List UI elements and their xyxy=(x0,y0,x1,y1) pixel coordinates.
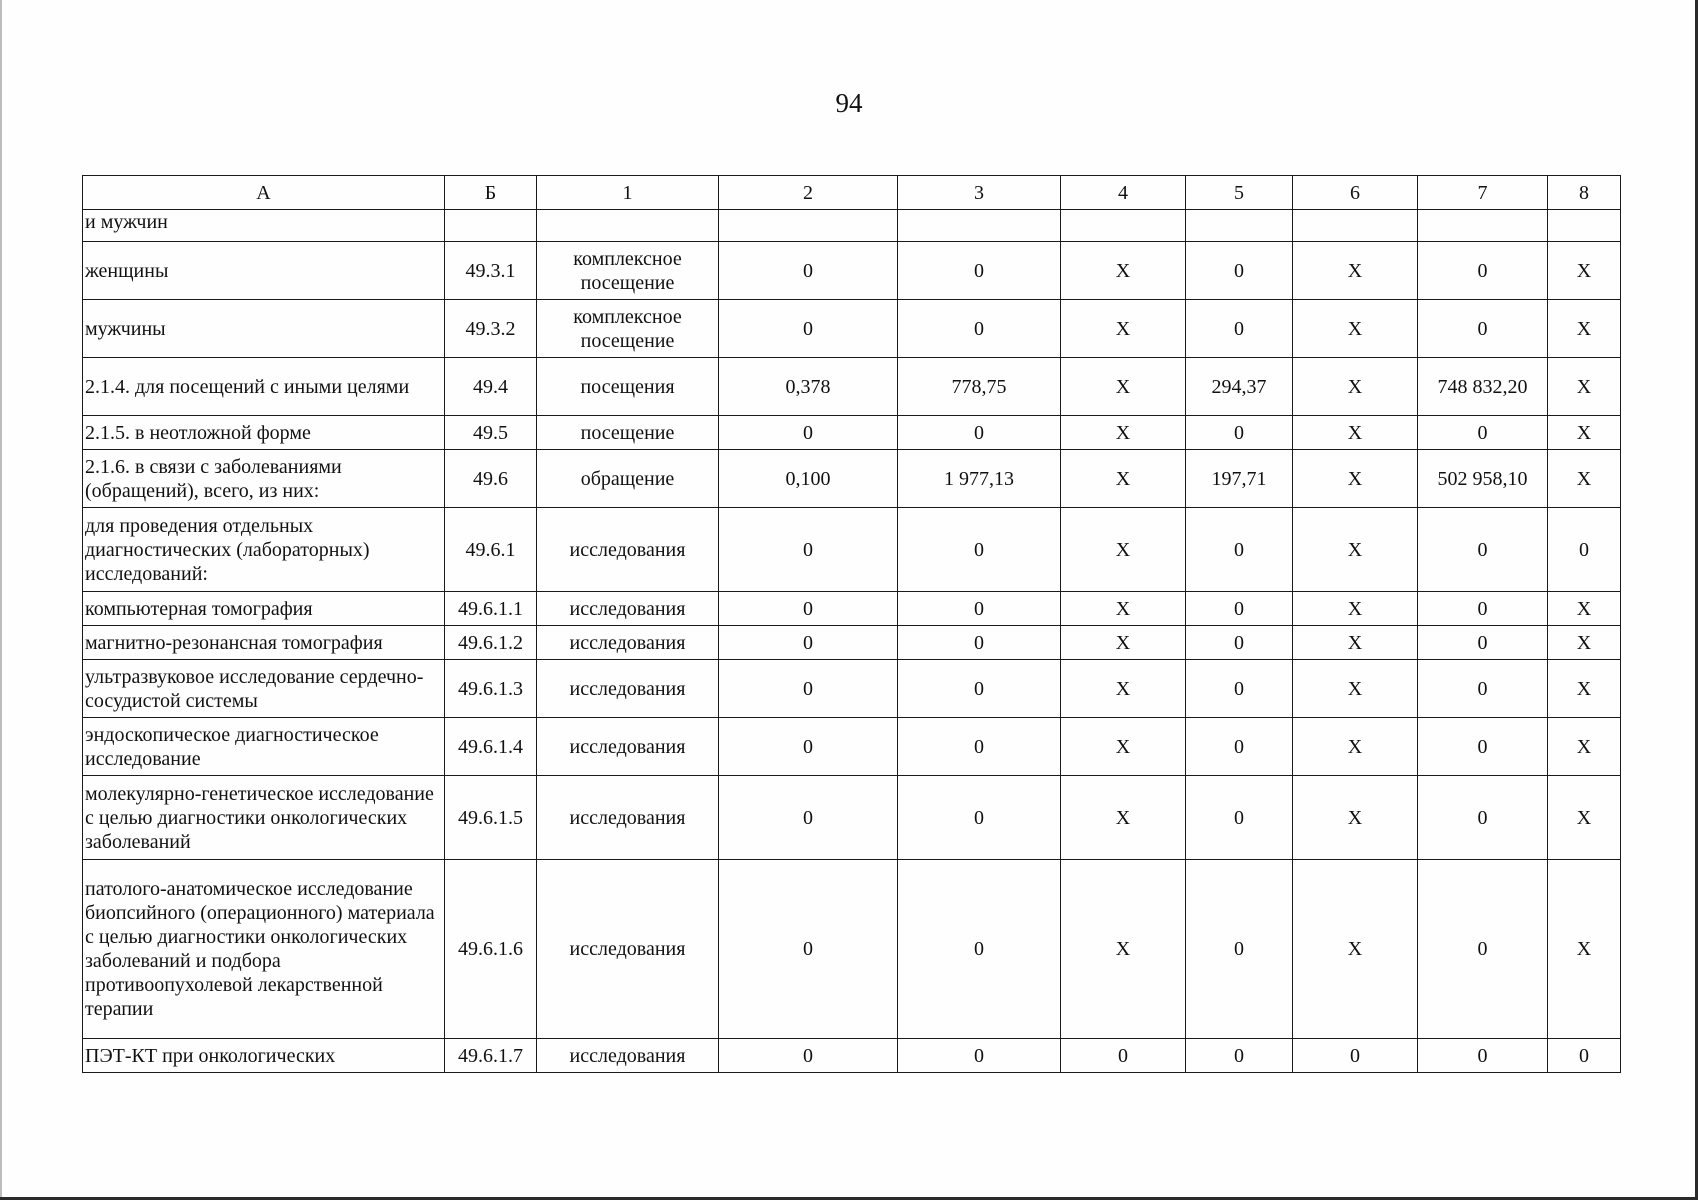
table-cell xyxy=(898,210,1061,242)
row-label: ультразвуковое исследование сердечно-сосудистой системы xyxy=(83,660,445,718)
table-cell: 0 xyxy=(1418,660,1548,718)
table-cell: 0 xyxy=(898,300,1061,358)
table-cell: 0 xyxy=(719,1039,898,1073)
table-cell: X xyxy=(1293,450,1418,508)
row-code: 49.5 xyxy=(445,416,537,450)
table-cell: X xyxy=(1061,776,1186,860)
table-cell: X xyxy=(1293,508,1418,592)
table-cell: 0 xyxy=(1186,242,1293,300)
table-cell: 0 xyxy=(1186,416,1293,450)
table-row xyxy=(83,626,1621,660)
table-cell: 0 xyxy=(898,860,1061,1039)
table-cell: 0 xyxy=(898,660,1061,718)
table-cell: X xyxy=(1548,776,1621,860)
table-cell: 0 xyxy=(898,242,1061,300)
table-cell xyxy=(1548,210,1621,242)
row-label: ПЭТ-КТ при онкологических xyxy=(83,1039,445,1073)
table-cell: 0 xyxy=(719,508,898,592)
table-cell: X xyxy=(1293,626,1418,660)
table-cell: 0,100 xyxy=(719,450,898,508)
row-unit: исследования xyxy=(537,1039,719,1073)
table-cell: 0 xyxy=(1186,1039,1293,1073)
table-cell: X xyxy=(1293,242,1418,300)
table-cell: X xyxy=(1061,300,1186,358)
table-cell: X xyxy=(1293,416,1418,450)
table-cell: X xyxy=(1548,358,1621,416)
row-unit xyxy=(537,210,719,242)
table-cell: X xyxy=(1293,300,1418,358)
table-row xyxy=(83,242,1621,300)
table-cell: 0 xyxy=(1186,718,1293,776)
table-cell: 778,75 xyxy=(898,358,1061,416)
row-unit: посещения xyxy=(537,358,719,416)
table-cell: 0 xyxy=(1186,776,1293,860)
table-cell: X xyxy=(1293,776,1418,860)
header-cell: А xyxy=(83,176,445,210)
table-cell xyxy=(1186,210,1293,242)
row-label: молекулярно-генетическое исследование с целью диагностики онкологических заболеваний xyxy=(83,776,445,860)
table-cell: 0 xyxy=(898,508,1061,592)
table-cell xyxy=(1418,210,1548,242)
table-cell: 0 xyxy=(1418,1039,1548,1073)
table-cell: 0 xyxy=(1548,508,1621,592)
row-code: 49.6 xyxy=(445,450,537,508)
row-code: 49.3.2 xyxy=(445,300,537,358)
table-cell: 1 977,13 xyxy=(898,450,1061,508)
table-cell: 0 xyxy=(1186,592,1293,626)
row-label: для проведения отдельных диагностических (лабораторных) исследований: xyxy=(83,508,445,592)
table-cell: 0,378 xyxy=(719,358,898,416)
table-cell: 0 xyxy=(719,300,898,358)
table-cell: 502 958,10 xyxy=(1418,450,1548,508)
table-cell: 0 xyxy=(1418,300,1548,358)
row-label: 2.1.5. в неотложной форме xyxy=(83,416,445,450)
table-cell: 0 xyxy=(1418,242,1548,300)
header-cell: 3 xyxy=(898,176,1061,210)
table-cell: 0 xyxy=(719,718,898,776)
table-cell: X xyxy=(1548,416,1621,450)
scan-edge-left xyxy=(0,0,2,1200)
row-code: 49.6.1 xyxy=(445,508,537,592)
table-cell: X xyxy=(1061,592,1186,626)
header-cell: 8 xyxy=(1548,176,1621,210)
table-cell: X xyxy=(1548,860,1621,1039)
row-unit: исследования xyxy=(537,626,719,660)
table-cell: 0 xyxy=(1186,508,1293,592)
row-label: и мужчин xyxy=(83,210,445,242)
table-row xyxy=(83,1039,1621,1073)
table-cell: 0 xyxy=(719,626,898,660)
header-cell: 7 xyxy=(1418,176,1548,210)
table-cell: X xyxy=(1548,242,1621,300)
row-label: компьютерная томография xyxy=(83,592,445,626)
table-cell: X xyxy=(1548,450,1621,508)
row-code: 49.6.1.2 xyxy=(445,626,537,660)
table-cell: X xyxy=(1061,626,1186,660)
table-cell: 0 xyxy=(719,592,898,626)
row-unit: исследования xyxy=(537,776,719,860)
table-cell: X xyxy=(1293,592,1418,626)
table-cell: 0 xyxy=(719,776,898,860)
row-unit: исследования xyxy=(537,592,719,626)
row-label: 2.1.4. для посещений с иными целями xyxy=(83,358,445,416)
table-cell: X xyxy=(1061,718,1186,776)
table-cell: X xyxy=(1548,626,1621,660)
table-cell: 0 xyxy=(1186,660,1293,718)
table-cell: X xyxy=(1548,592,1621,626)
row-code: 49.6.1.4 xyxy=(445,718,537,776)
table-cell: 0 xyxy=(719,860,898,1039)
table-cell: 0 xyxy=(898,718,1061,776)
table-header-row xyxy=(83,176,1621,210)
row-code: 49.4 xyxy=(445,358,537,416)
row-label: патолого-анатомическое исследование биопсийного (операционного) материала с целью диагностики онкологических заболеваний и подбора противоопухолевой лекарственной терапии xyxy=(83,860,445,1039)
row-code: 49.6.1.6 xyxy=(445,860,537,1039)
table-cell: X xyxy=(1293,718,1418,776)
row-code: 49.6.1.1 xyxy=(445,592,537,626)
header-cell: 2 xyxy=(719,176,898,210)
row-label: мужчины xyxy=(83,300,445,358)
table-row xyxy=(83,210,1621,242)
table-cell: X xyxy=(1061,508,1186,592)
table-cell: X xyxy=(1548,718,1621,776)
page-number: 94 xyxy=(835,88,863,118)
table-cell xyxy=(1293,210,1418,242)
table-row xyxy=(83,860,1621,1039)
row-unit: исследования xyxy=(537,860,719,1039)
row-unit: комплексное посещение xyxy=(537,300,719,358)
table-cell: 0 xyxy=(719,416,898,450)
table-cell: X xyxy=(1293,358,1418,416)
row-unit: комплексное посещение xyxy=(537,242,719,300)
table-cell: 0 xyxy=(898,1039,1061,1073)
row-label: женщины xyxy=(83,242,445,300)
table-cell: X xyxy=(1061,358,1186,416)
table-cell: X xyxy=(1548,300,1621,358)
table-cell: X xyxy=(1293,660,1418,718)
table-cell: 0 xyxy=(1418,776,1548,860)
table-cell: 294,37 xyxy=(1186,358,1293,416)
row-unit: посещение xyxy=(537,416,719,450)
table-cell: 0 xyxy=(1293,1039,1418,1073)
row-code: 49.6.1.3 xyxy=(445,660,537,718)
row-label: 2.1.6. в связи с заболеваниями (обращений), всего, из них: xyxy=(83,450,445,508)
row-unit: обращение xyxy=(537,450,719,508)
table-cell: 748 832,20 xyxy=(1418,358,1548,416)
table-cell: X xyxy=(1061,242,1186,300)
row-code: 49.6.1.7 xyxy=(445,1039,537,1073)
table-cell: 0 xyxy=(1186,626,1293,660)
row-code: 49.6.1.5 xyxy=(445,776,537,860)
table-cell: 0 xyxy=(1418,592,1548,626)
header-cell: 1 xyxy=(537,176,719,210)
table-cell: 0 xyxy=(898,776,1061,860)
table-row xyxy=(83,450,1621,508)
table-row xyxy=(83,592,1621,626)
table-row xyxy=(83,300,1621,358)
row-unit: исследования xyxy=(537,660,719,718)
table-row xyxy=(83,776,1621,860)
table-cell xyxy=(1061,210,1186,242)
table-row xyxy=(83,358,1621,416)
table-row xyxy=(83,718,1621,776)
row-unit: исследования xyxy=(537,508,719,592)
table-row xyxy=(83,660,1621,718)
table-cell: 0 xyxy=(898,626,1061,660)
table-cell: 0 xyxy=(1548,1039,1621,1073)
row-unit: исследования xyxy=(537,718,719,776)
row-label: эндоскопическое диагностическое исследование xyxy=(83,718,445,776)
header-cell: Б xyxy=(445,176,537,210)
row-code xyxy=(445,210,537,242)
table-cell: 0 xyxy=(719,660,898,718)
table-cell xyxy=(719,210,898,242)
table-cell: 0 xyxy=(1061,1039,1186,1073)
row-label: магнитно-резонансная томография xyxy=(83,626,445,660)
table-cell: 0 xyxy=(1418,860,1548,1039)
table-cell: 0 xyxy=(898,592,1061,626)
table-cell: 0 xyxy=(1418,718,1548,776)
table-row xyxy=(83,508,1621,592)
table-cell: 197,71 xyxy=(1186,450,1293,508)
table-cell: X xyxy=(1293,860,1418,1039)
table-cell: X xyxy=(1061,416,1186,450)
table-cell: 0 xyxy=(1186,300,1293,358)
table-cell: 0 xyxy=(1418,626,1548,660)
table-cell: 0 xyxy=(1418,508,1548,592)
table-cell: 0 xyxy=(1186,860,1293,1039)
table-cell: X xyxy=(1061,660,1186,718)
table-row xyxy=(83,416,1621,450)
row-code: 49.3.1 xyxy=(445,242,537,300)
table-cell: X xyxy=(1061,450,1186,508)
table-cell: 0 xyxy=(719,242,898,300)
header-cell: 5 xyxy=(1186,176,1293,210)
table-cell: 0 xyxy=(898,416,1061,450)
header-cell: 6 xyxy=(1293,176,1418,210)
data-table xyxy=(82,175,1621,1073)
header-cell: 4 xyxy=(1061,176,1186,210)
table-cell: X xyxy=(1548,660,1621,718)
table-cell: X xyxy=(1061,860,1186,1039)
table-cell: 0 xyxy=(1418,416,1548,450)
